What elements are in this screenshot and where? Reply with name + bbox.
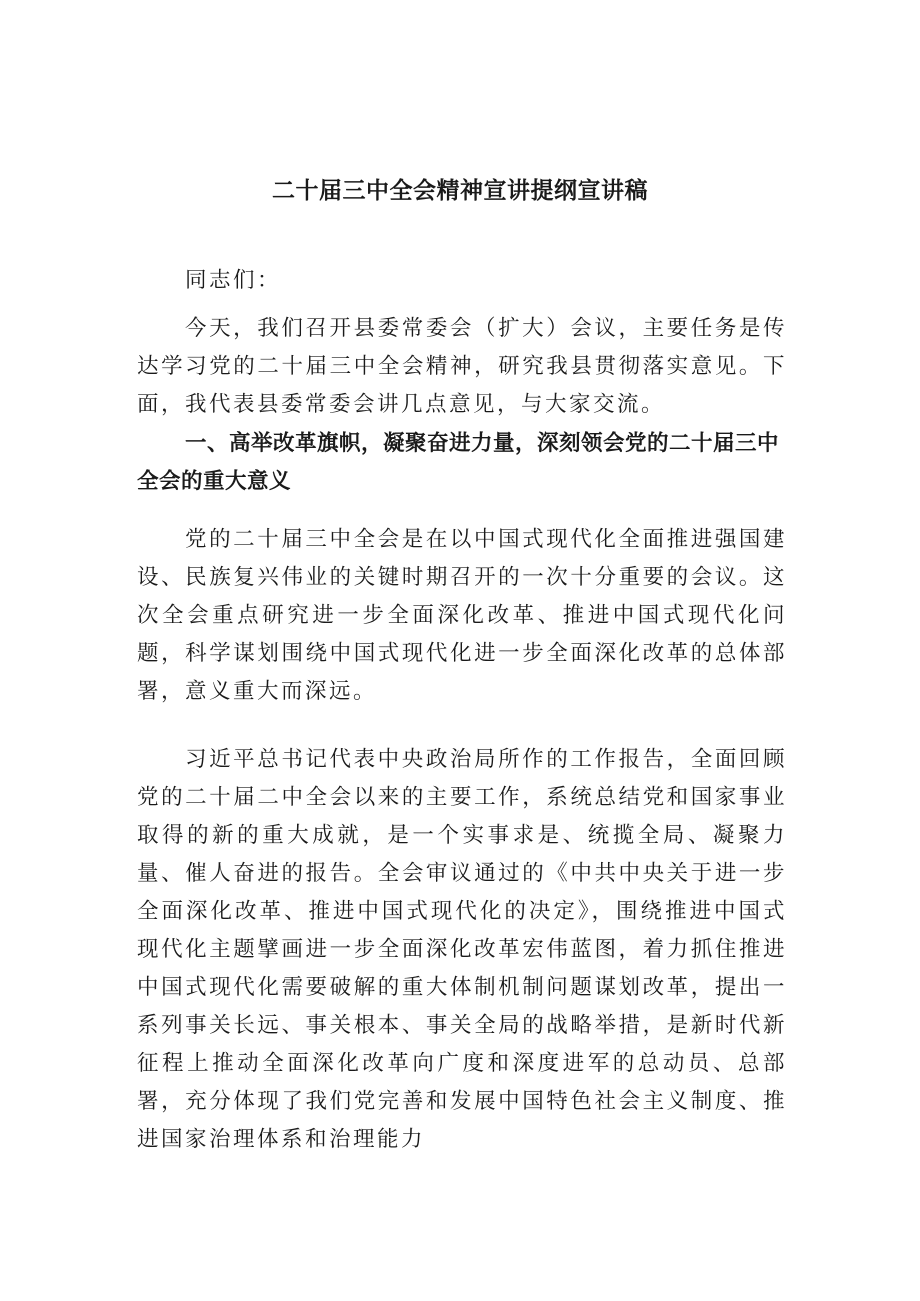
paragraph-intro: 今天，我们召开县委常委会（扩大）会议，主要任务是传达学习党的二十届三中全会精神，研究我县贯彻落实意见。下面，我代表县委常委会讲几点意见，与大家交流。 [137,316,787,417]
section-heading-1: 一、高举改革旗帜，凝聚奋进力量，深刻领会党的二十届三中全会的重大意义 [137,431,780,494]
document-title: 二十届三中全会精神宣讲提纲宣讲稿 [272,178,648,204]
paragraph-significance: 党的二十届三中全会是在以中国式现代化全面推进强国建设、民族复兴伟业的关键时期召开的一次十分重要的会议。这次全会重点研究进一步全面深化改革、推进中国式现代化问题，科学谋划围绕中国式现代化进一步全面深化改革的总体部署，意义重大而深远。 [137,527,787,704]
salutation: 同志们： [185,268,282,293]
paragraph-report: 习近平总书记代表中央政治局所作的工作报告，全面回顾党的二十届二中全会以来的主要工作，系统总结党和国家事业取得的新的重大成就，是一个实事求是、统揽全局、凝聚力量、催人奋进的报告。全会审议通过的《中共中央关于进一步全面深化改革、推进中国式现代化的决定》，围绕推进中国式现代化主题擘画进一步全面深化改革宏伟蓝图，着力抓住推进中国式现代化需要破解的重大体制机制问题谋划改革，提出一系列事关长远、事关根本、事关全局的战略举措，是新时代新征程上推动全面深化改革向广度和深度进军的总动员、总部署，充分体现了我们党完善和发展中国特色社会主义制度、推进国家治理体系和治理能力 [137,747,787,1152]
